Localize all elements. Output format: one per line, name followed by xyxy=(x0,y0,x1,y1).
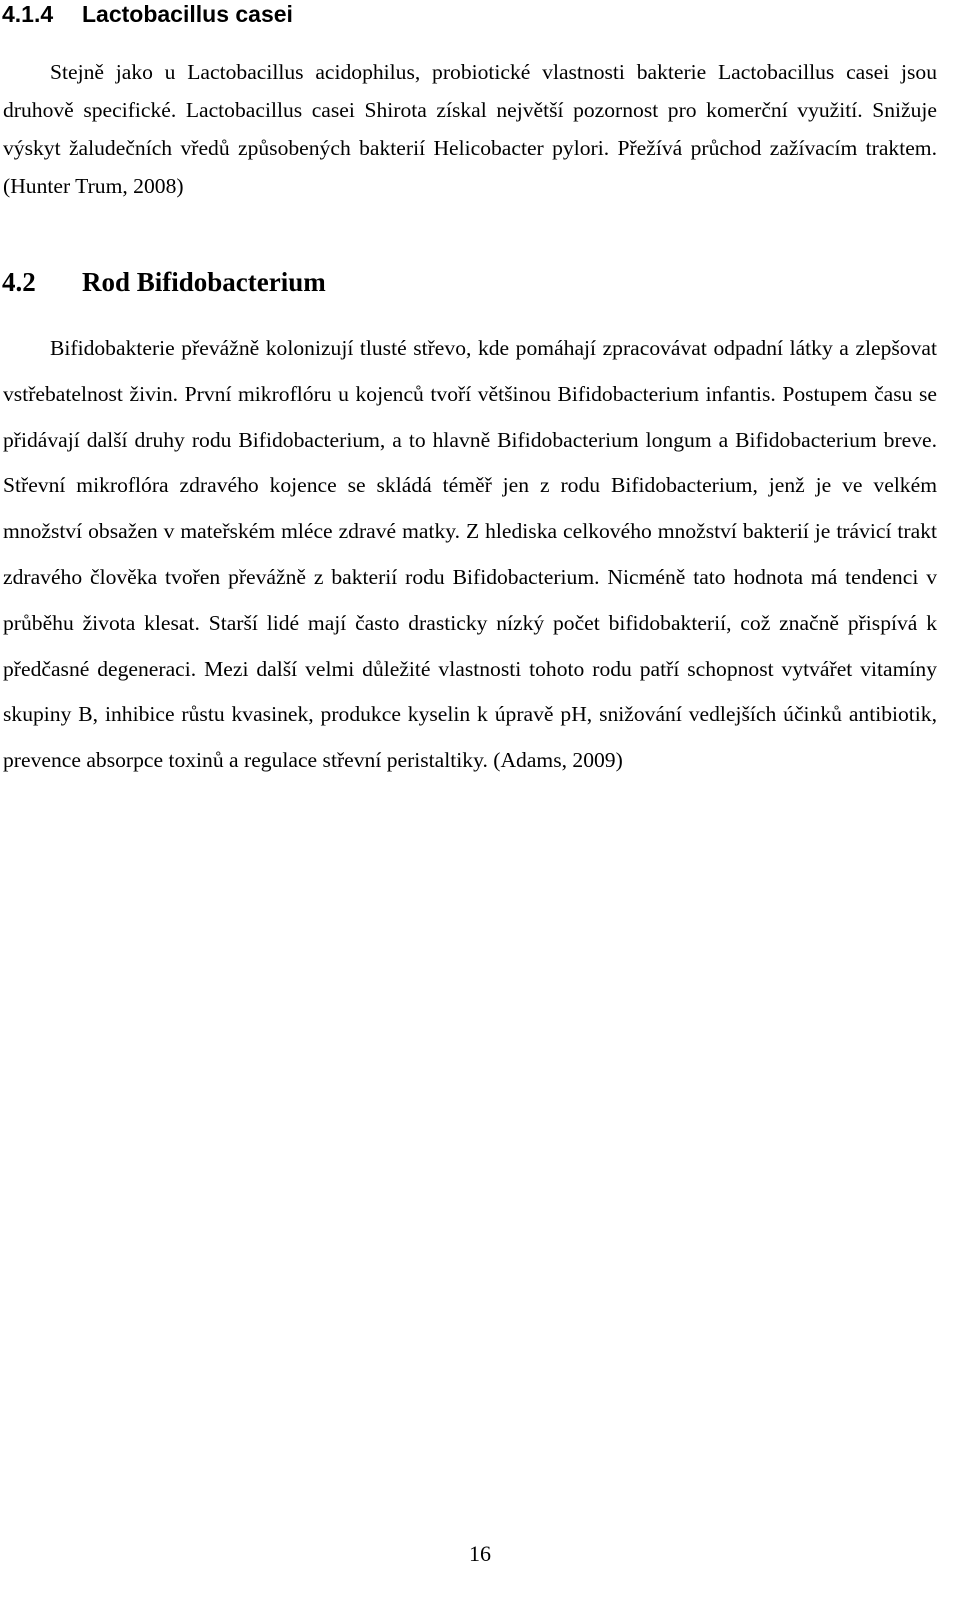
section-heading xyxy=(2,266,326,298)
section-number: 4.2 xyxy=(2,267,36,297)
subsection-number: 4.1.4 xyxy=(2,1,54,27)
section-title: Rod Bifidobacterium xyxy=(82,267,326,297)
bifidobacterium-paragraph xyxy=(3,326,937,784)
lactobacillus-casei-paragraph xyxy=(3,53,937,205)
bifidobacterium-text: Bifidobakterie převážně kolonizují tlusté střevo, kde pomáhají zpracovávat odpadní látky a zlepšovat vstřebatelnost živin. První mikroflóru u kojenců tvoří většinou Bifidobacterium infantis. Postupem času se přidávají další druhy rodu Bifidobacterium, a to hlavně Bifidobacterium longum a Bifidobacterium breve. Střevní mikroflóra zdravého kojence se skládá téměř jen z rodu Bifidobacterium, jenž je ve velkém množství obsažen v mateřském mléce zdravé matky. Z hlediska celkového množství bakterií je trávicí trakt zdravého člověka tvořen převážně z bakterií rodu Bifidobacterium. Nicméně tato hodnota má tendenci v průběhu života klesat. Starší lidé mají často drasticky nízký počet bifidobakterií, což značně přispívá k předčasné degeneraci. Mezi další velmi důležité vlastnosti tohoto rodu patří schopnost vytvářet vitamíny skupiny B, inhibice růstu kvasinek, produkce kyselin k úpravě pH, snižování vedlejších účinků antibiotik, prevence absorpce toxinů a regulace střevní peristaltiky. (Adams, 2009) xyxy=(3,336,937,773)
page-number: 16 xyxy=(469,1541,491,1566)
subsection-title: Lactobacillus casei xyxy=(82,1,293,27)
lactobacillus-casei-text: Stejně jako u Lactobacillus acidophilus, probiotické vlastnosti bakterie Lactobacillus casei jsou druhově specifické. Lactobacillus casei Shirota získal největší pozornost pro komerční využití. Snižuje výskyt žaludečních vředů způsobených bakterií Helicobacter pylori. Přežívá průchod zažívacím traktem. (Hunter Trum, 2008) xyxy=(3,60,937,198)
subsection-heading xyxy=(2,0,293,28)
